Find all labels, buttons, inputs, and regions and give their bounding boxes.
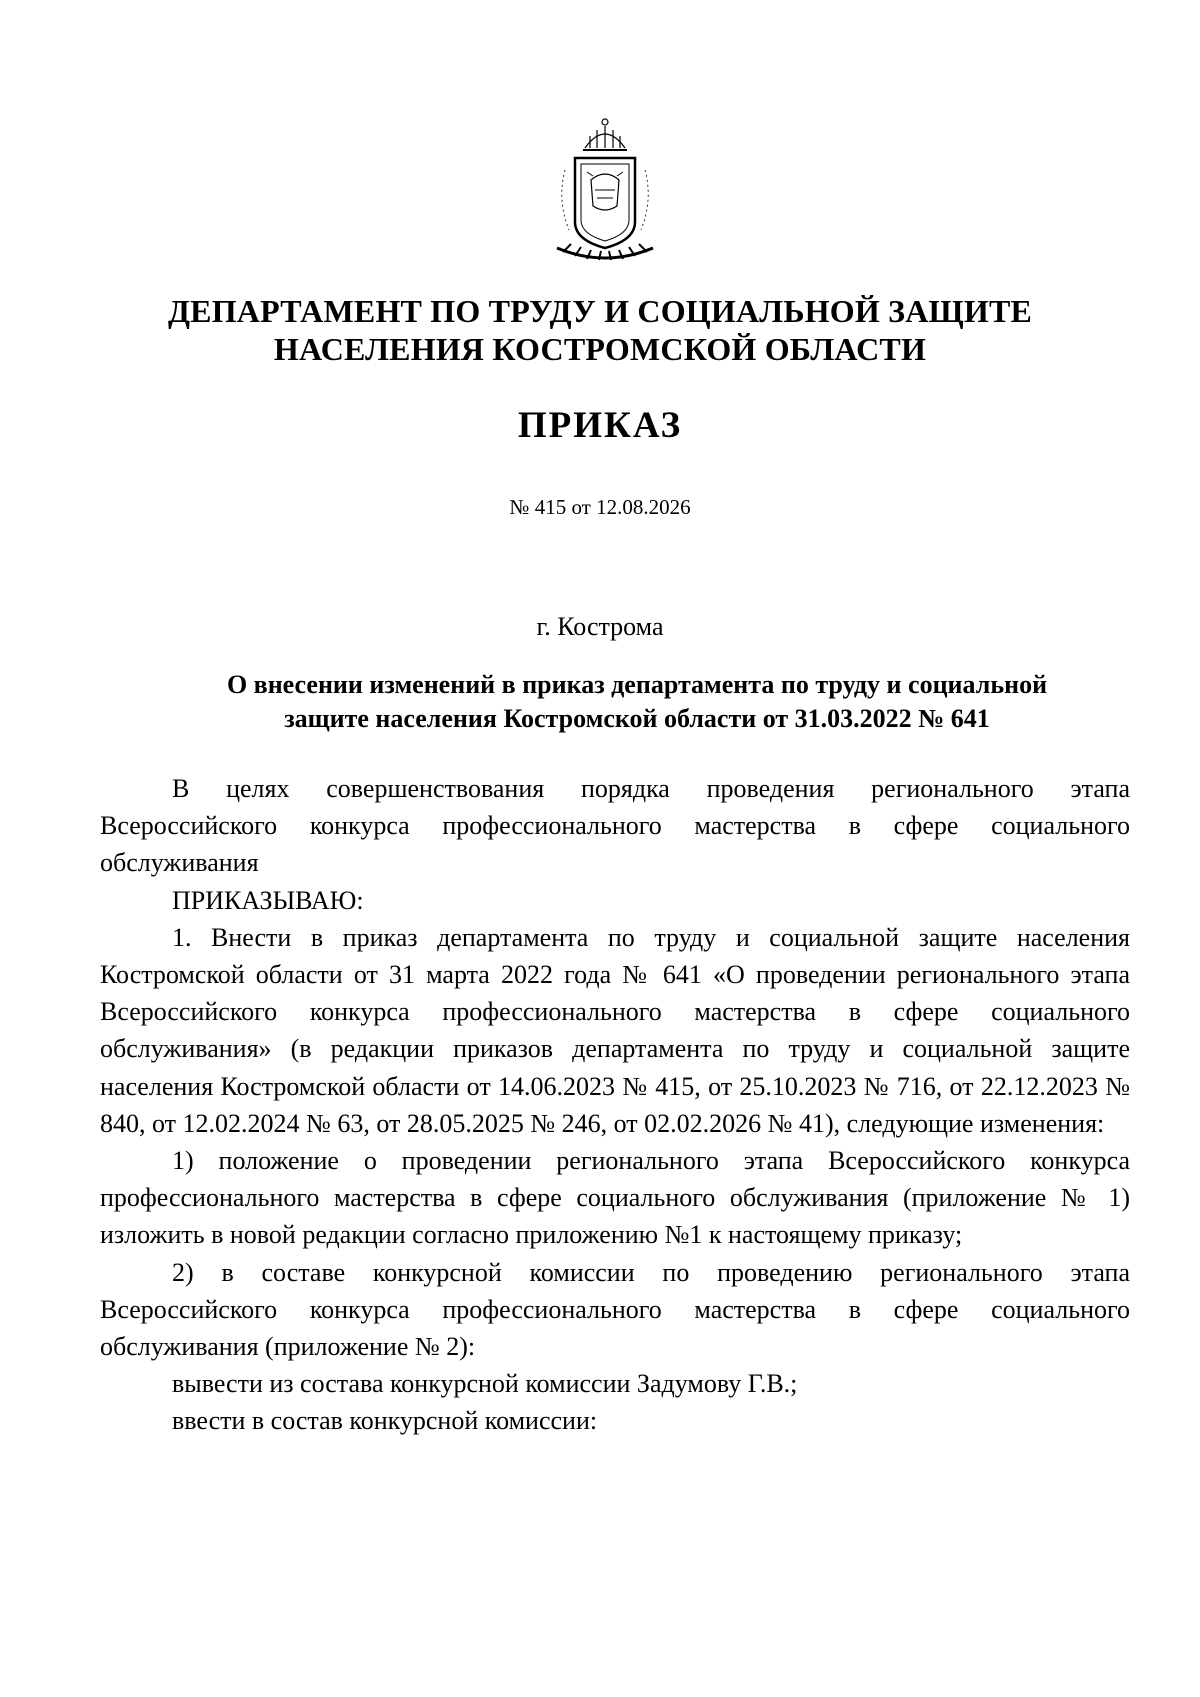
department-name bbox=[0, 292, 1200, 368]
subject-line-1: О внесении изменений в приказ департамента по труду и социальной bbox=[226, 670, 1048, 699]
preamble-paragraph: В целях совершенствования порядка проведения регионального этапа Всероссийского конкурса профессионального мастерства в сфере социального обслуживания bbox=[100, 774, 1130, 878]
document-subject bbox=[188, 668, 1086, 736]
document-number-date: № 415 от 12.08.2026 bbox=[509, 495, 691, 519]
document-city: г. Кострома bbox=[536, 612, 664, 641]
remove-member-paragraph: вывести из состава конкурсной комиссии Задумову Г.В.; bbox=[172, 1369, 798, 1399]
subitem-2-paragraph: 2) в составе конкурсной комиссии по проведению регионального этапа Всероссийского конкурса профессионального мастерства в сфере социального обслуживания (приложение № 2): bbox=[100, 1257, 1130, 1362]
subitem-1-paragraph: 1) положение о проведении регионального этапа Всероссийского конкурса профессионального мастерства в сфере социального обслуживания (приложение № 1) изложить в новой редакции согласно приложению №1 к настоящему приказу; bbox=[100, 1146, 1130, 1250]
item-1-paragraph: 1. Внести в приказ департамента по труду и социальной защите населения Костромской области от 31 марта 2022 года № 641 «О проведении регионального этапа Всероссийского конкурса профессионального мастерства в сфере социального обслуживания» (в редакции приказов департамента по труду и социальной защите населения Костромской области от 14.06.2023 № 415, от 25.10.2023 № 716, от 22.12.2023 № 840, от 12.02.2024 № 63, от 28.05.2025 № 246, от 02.02.2026 № 41), следующие изменения: bbox=[100, 922, 1130, 1138]
document-type: ПРИКАЗ bbox=[517, 405, 683, 446]
subject-line-2: защите населения Костромской области от 31.03.2022 № 641 bbox=[284, 704, 990, 733]
department-line-2: НАСЕЛЕНИЯ КОСТРОМСКОЙ ОБЛАСТИ bbox=[273, 331, 927, 367]
document-body bbox=[100, 770, 1130, 1440]
coat-of-arms-icon bbox=[535, 110, 675, 270]
order-word: ПРИКАЗЫВАЮ: bbox=[172, 885, 364, 915]
add-member-paragraph: ввести в состав конкурсной комиссии: bbox=[172, 1406, 598, 1436]
department-line-1: ДЕПАРТАМЕНТ ПО ТРУДУ И СОЦИАЛЬНОЙ ЗАЩИТЕ bbox=[167, 293, 1033, 329]
